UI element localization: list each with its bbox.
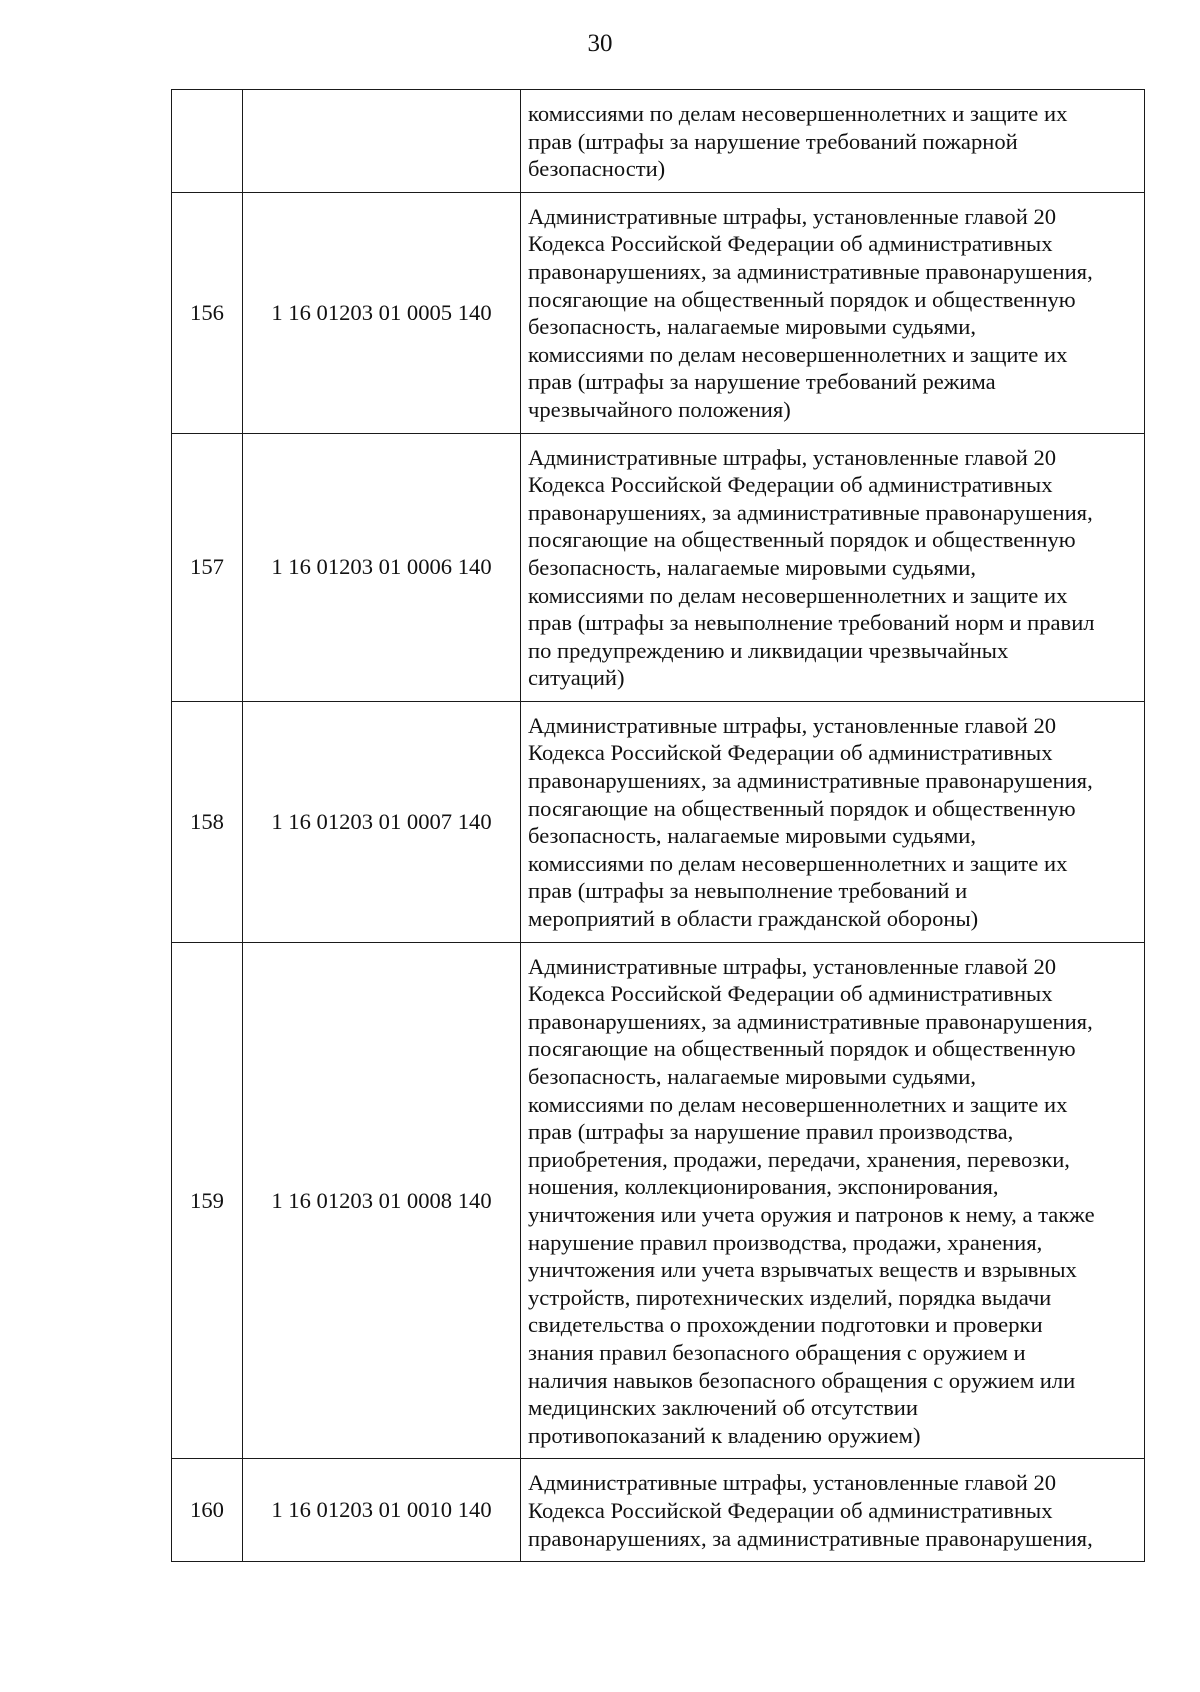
table-row (172, 942, 1145, 1459)
description-line: ситуаций) (528, 665, 625, 691)
description-line: посягающие на общественный порядок и общественную (528, 1036, 1076, 1062)
description-line: прав (штрафы за невыполнение требований и (528, 878, 968, 904)
description-line: комиссиями по делам несовершеннолетних и защите их (528, 101, 1068, 126)
description-line: комиссиями по делам несовершеннолетних и защите их (528, 850, 1068, 876)
table-row (172, 433, 1145, 701)
description-line: устройств, пиротехнических изделий, порядка выдачи (528, 1284, 1052, 1310)
description-line: правонарушениях, за административные правонарушения, (528, 1008, 1093, 1034)
description-line: приобретения, продажи, передачи, хранения, перевозки, (528, 1146, 1070, 1172)
description (521, 701, 1145, 942)
page-number: 30 (587, 30, 613, 57)
description-line: прав (штрафы за нарушение требований режима (528, 369, 996, 395)
description-line: посягающие на общественный порядок и общественную (528, 286, 1076, 312)
description (521, 192, 1145, 433)
description-line: Кодекса Российской Федерации об административных (528, 981, 1053, 1007)
budget-code: 1 16 01203 01 0008 140 (243, 942, 521, 1459)
description-line: безопасности) (528, 156, 666, 182)
budget-code (243, 90, 521, 193)
row-number: 158 (172, 701, 243, 942)
description-line: свидетельства о прохождении подготовки и проверки (528, 1312, 1043, 1338)
description-line: правонарушениях, за административные правонарушения, (528, 768, 1093, 794)
description-line: нарушение правил производства, продажи, хранения, (528, 1229, 1043, 1255)
description-line: прав (штрафы за нарушение требований пожарной (528, 128, 1018, 154)
description (521, 433, 1145, 701)
description-line: безопасность, налагаемые мировыми судьями, (528, 823, 976, 849)
description-line: правонарушениях, за административные правонарушения, (528, 258, 1093, 284)
description-line: Кодекса Российской Федерации об административных (528, 231, 1053, 257)
description-line: комиссиями по делам несовершеннолетних и защите их (528, 1091, 1068, 1117)
description-line: Административные штрафы, установленные главой 20 (528, 712, 1057, 738)
description-line: посягающие на общественный порядок и общественную (528, 795, 1076, 821)
description-line: прав (штрафы за невыполнение требований норм и правил (528, 610, 1095, 636)
budget-code-table (171, 89, 1145, 1562)
description-line: посягающие на общественный порядок и общественную (528, 527, 1076, 553)
table-row (172, 192, 1145, 433)
description-line: безопасность, налагаемые мировыми судьями, (528, 1064, 976, 1089)
description-line: Кодекса Российской Федерации об административных (528, 1497, 1053, 1523)
description-line: знания правил безопасного обращения с оружием и (528, 1339, 1026, 1365)
description-line: безопасность, налагаемые мировыми судьями, (528, 314, 976, 340)
description (521, 942, 1145, 1459)
description-line: комиссиями по делам несовершеннолетних и защите их (528, 582, 1068, 608)
description-line: медицинских заключений об отсутствии (528, 1395, 918, 1421)
description-line: по предупреждению и ликвидации чрезвычайных (528, 637, 1009, 663)
row-number (172, 90, 243, 193)
description-line: мероприятий в области гражданской обороны) (528, 906, 979, 932)
description-line: уничтожения или учета оружия и патронов к нему, а также (528, 1201, 1095, 1227)
budget-code: 1 16 01203 01 0010 140 (243, 1459, 521, 1562)
row-number: 159 (172, 942, 243, 1459)
description (521, 90, 1145, 193)
description-line: Кодекса Российской Федерации об административных (528, 740, 1053, 766)
description-line: Административные штрафы, установленные главой 20 (528, 203, 1057, 229)
description-line: правонарушениях, за административные правонарушения, (528, 1525, 1093, 1551)
description-line: безопасность, налагаемые мировыми судьями, (528, 554, 976, 580)
table-row (172, 90, 1145, 193)
description-line: наличия навыков безопасного обращения с оружием или (528, 1367, 1076, 1393)
row-number: 156 (172, 192, 243, 433)
description-line: Административные штрафы, установленные главой 20 (528, 444, 1057, 470)
description-line: комиссиями по делам несовершеннолетних и защите их (528, 341, 1068, 367)
description (521, 1459, 1145, 1562)
description-line: ношения, коллекционирования, экспонирования, (528, 1174, 999, 1200)
row-number: 160 (172, 1459, 243, 1562)
description-line: правонарушениях, за административные правонарушения, (528, 499, 1093, 525)
description-line: чрезвычайного положения) (528, 396, 791, 422)
table-row (172, 1459, 1145, 1562)
description-line: противопоказаний к владению оружием) (528, 1422, 921, 1448)
description-line: Кодекса Российской Федерации об административных (528, 472, 1053, 498)
budget-code: 1 16 01203 01 0007 140 (243, 701, 521, 942)
budget-code: 1 16 01203 01 0005 140 (243, 192, 521, 433)
row-number: 157 (172, 433, 243, 701)
description-line: Административные штрафы, установленные главой 20 (528, 953, 1057, 979)
description-line: уничтожения или учета взрывчатых веществ и взрывных (528, 1257, 1077, 1283)
budget-code: 1 16 01203 01 0006 140 (243, 433, 521, 701)
description-line: прав (штрафы за нарушение правил производства, (528, 1119, 1014, 1145)
table-row (172, 701, 1145, 942)
description-line: Административные штрафы, установленные главой 20 (528, 1470, 1057, 1496)
